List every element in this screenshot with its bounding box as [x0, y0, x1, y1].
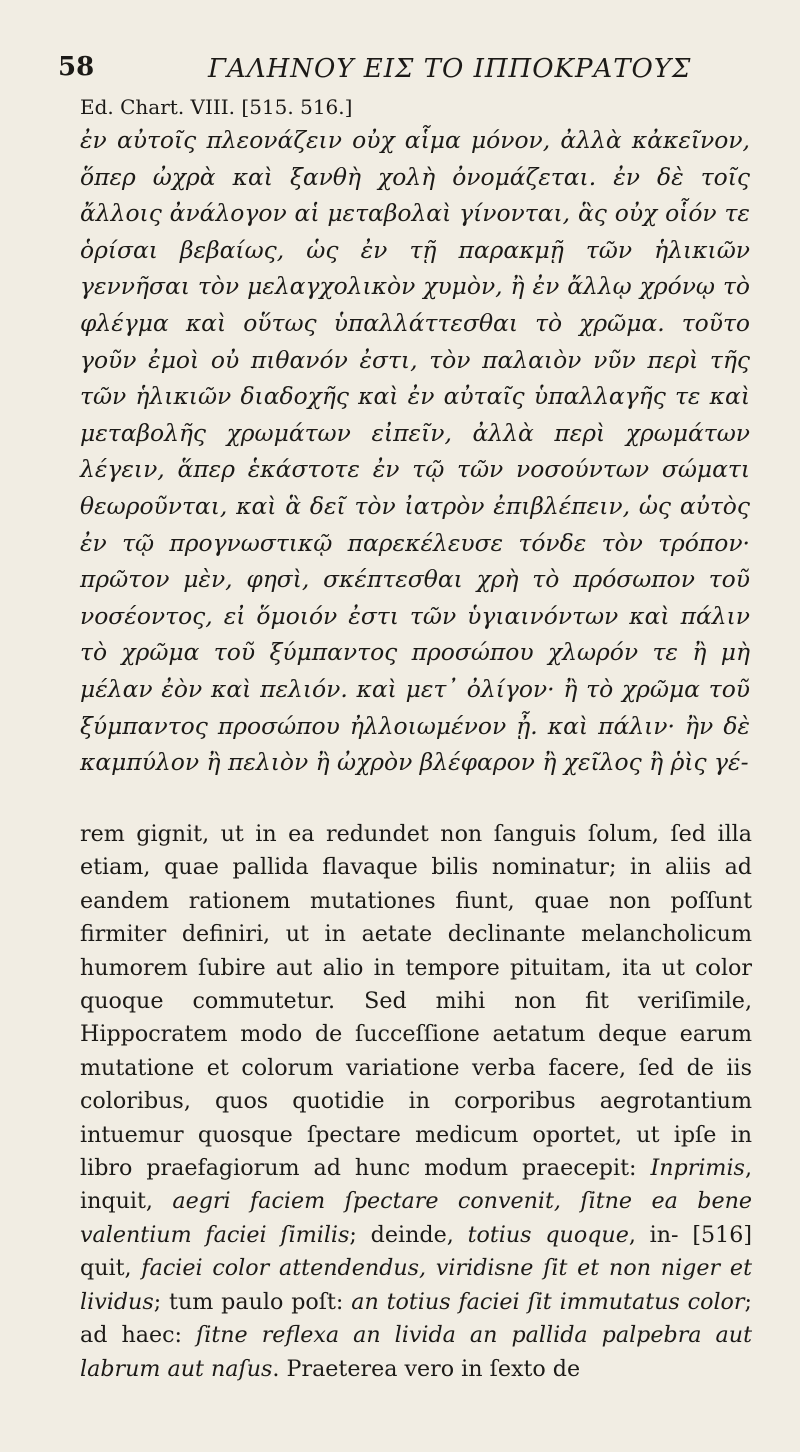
page-number: 58 — [58, 52, 95, 82]
latin-quotation: ſitne reflexa an livida an pallida palpebra aut labrum aut naſus — [80, 1322, 752, 1382]
latin-text: ; tum paulo poſt: — [153, 1288, 352, 1315]
latin-paragraph — [80, 818, 752, 1386]
page-marker: [516] — [692, 1221, 753, 1248]
running-title: ΓΑΛΗΝΟΥ ΕΙΣ ΤΟ ΙΠΠΟΚΡΑΤΟΥΣ — [208, 54, 692, 84]
latin-text: ; ad haec: — [80, 1288, 752, 1349]
latin-text: , inquit, — [80, 1155, 752, 1215]
latin-quotation: totius quoque — [467, 1221, 629, 1248]
latin-quotation: aegri faciem ſpectare convenit, ſitne ea bene valentium faciei ſimilis — [80, 1188, 753, 1248]
greek-paragraph: ἐν αὐτοῖς πλεονάζειν οὐχ αἷμα μόνον, ἀλλὰ κἀκεῖνον, ὅπερ ὠχρὰ καὶ ξανθὴ χολὴ ὀνομάζεται. ἐν δὲ τοῖς ἄλλοις ἀνάλογον αἱ μεταβολαὶ γίνονται, ἃς οὐχ οἷόν τε ὁρίσαι βεβαίως, ὡς ἐν τῇ παρακμῇ τῶν ἡλικιῶν γεννῆσαι τὸν μελαγχολικὸν χυμὸν, ἢ ἐν ἄλλῳ χρόνῳ τὸ φλέγμα καὶ οὕτως ὑπαλλάττεσθαι τὸ χρῶμα. τοῦτο γοῦν ἐμοὶ οὐ πιθανόν ἐστι, τὸν παλαιὸν νῦν περὶ τῆς τῶν ἡλικιῶν διαδοχῆς καὶ ἐν αὐταῖς ὑπαλλαγῆς τε καὶ μεταβολῆς χρωμάτων εἰπεῖν, ἀλλὰ περὶ χρωμάτων λέγειν, ἅπερ ἑκάστοτε ἐν τῷ τῶν νοσούντων σώματι θεωροῦνται, καὶ ἃ δεῖ τὸν ἰατρὸν ἐπιβλέπειν, ὡς αὐτὸς ἐν τῷ προγνωστικῷ παρεκέλευσε τόνδε τὸν τρόπον· πρῶτον μὲν, φησὶ, σκέπτεσθαι χρὴ τὸ πρόσωπον τοῦ νοσέοντος, εἰ ὅμοιόν ἐστι τῶν ὑγιαινόντων καὶ πάλιν τὸ χρῶμα τοῦ ξύμπαντος προσώπου χλωρόν τε ἢ μὴ μέλαν ἐὸν καὶ πελιόν. καὶ μετ᾽ ὀλίγον· ἢ τὸ χρῶμα τοῦ ξύμπαντος προσώπου ἠλλοιωμένον ᾖ. καὶ πάλιν· ἢν δὲ καμπύλον ἢ πελιὸν ἢ ὠχρὸν βλέφαρον ἢ χεῖλος ἢ ῥὶς γέ- — [80, 126, 750, 777]
edition-reference: Ed. Chart. VIII. [515. 516.] — [80, 95, 353, 119]
latin-text: . Praeterea vero in ſexto de — [272, 1355, 581, 1382]
greek-text-block — [80, 122, 750, 781]
latin-text-block — [80, 818, 752, 1386]
latin-text: quit, — [80, 1255, 142, 1282]
latin-text: rem gignit, ut in ea redundet non ſanguis ſolum, ſed illa etiam, quae pallida flavaque bilis nominatur; in aliis ad eandem rationem mutationes fiunt, quae non poſſunt firmiter definiri, ut in aetate declinante melancholicum humorem ſubire aut alio in tempore pituitam, ita ut color quoque commutetur. Sed mihi non fit veriſimile, Hippocratem modo de ſucceſſione aetatum deque earum mutatione et colorum variatione verba facere, ſed de iis coloribus, quos quotidie in corporibus aegrotantium intuemur quosque ſpectare medicum oportet, ut ipſe in libro praefagiorum ad hunc modum praecepit: — [80, 821, 752, 1182]
latin-quotation: an totius faciei ſit immutatus color — [351, 1288, 745, 1315]
latin-text: , in- — [628, 1221, 693, 1248]
page-header — [58, 52, 760, 92]
latin-text: ; deinde, — [349, 1221, 468, 1248]
latin-quotation: faciei color attendendus, viridisne ſit et non niger et lividus — [80, 1255, 752, 1315]
latin-quotation: Inprimis — [650, 1155, 745, 1182]
